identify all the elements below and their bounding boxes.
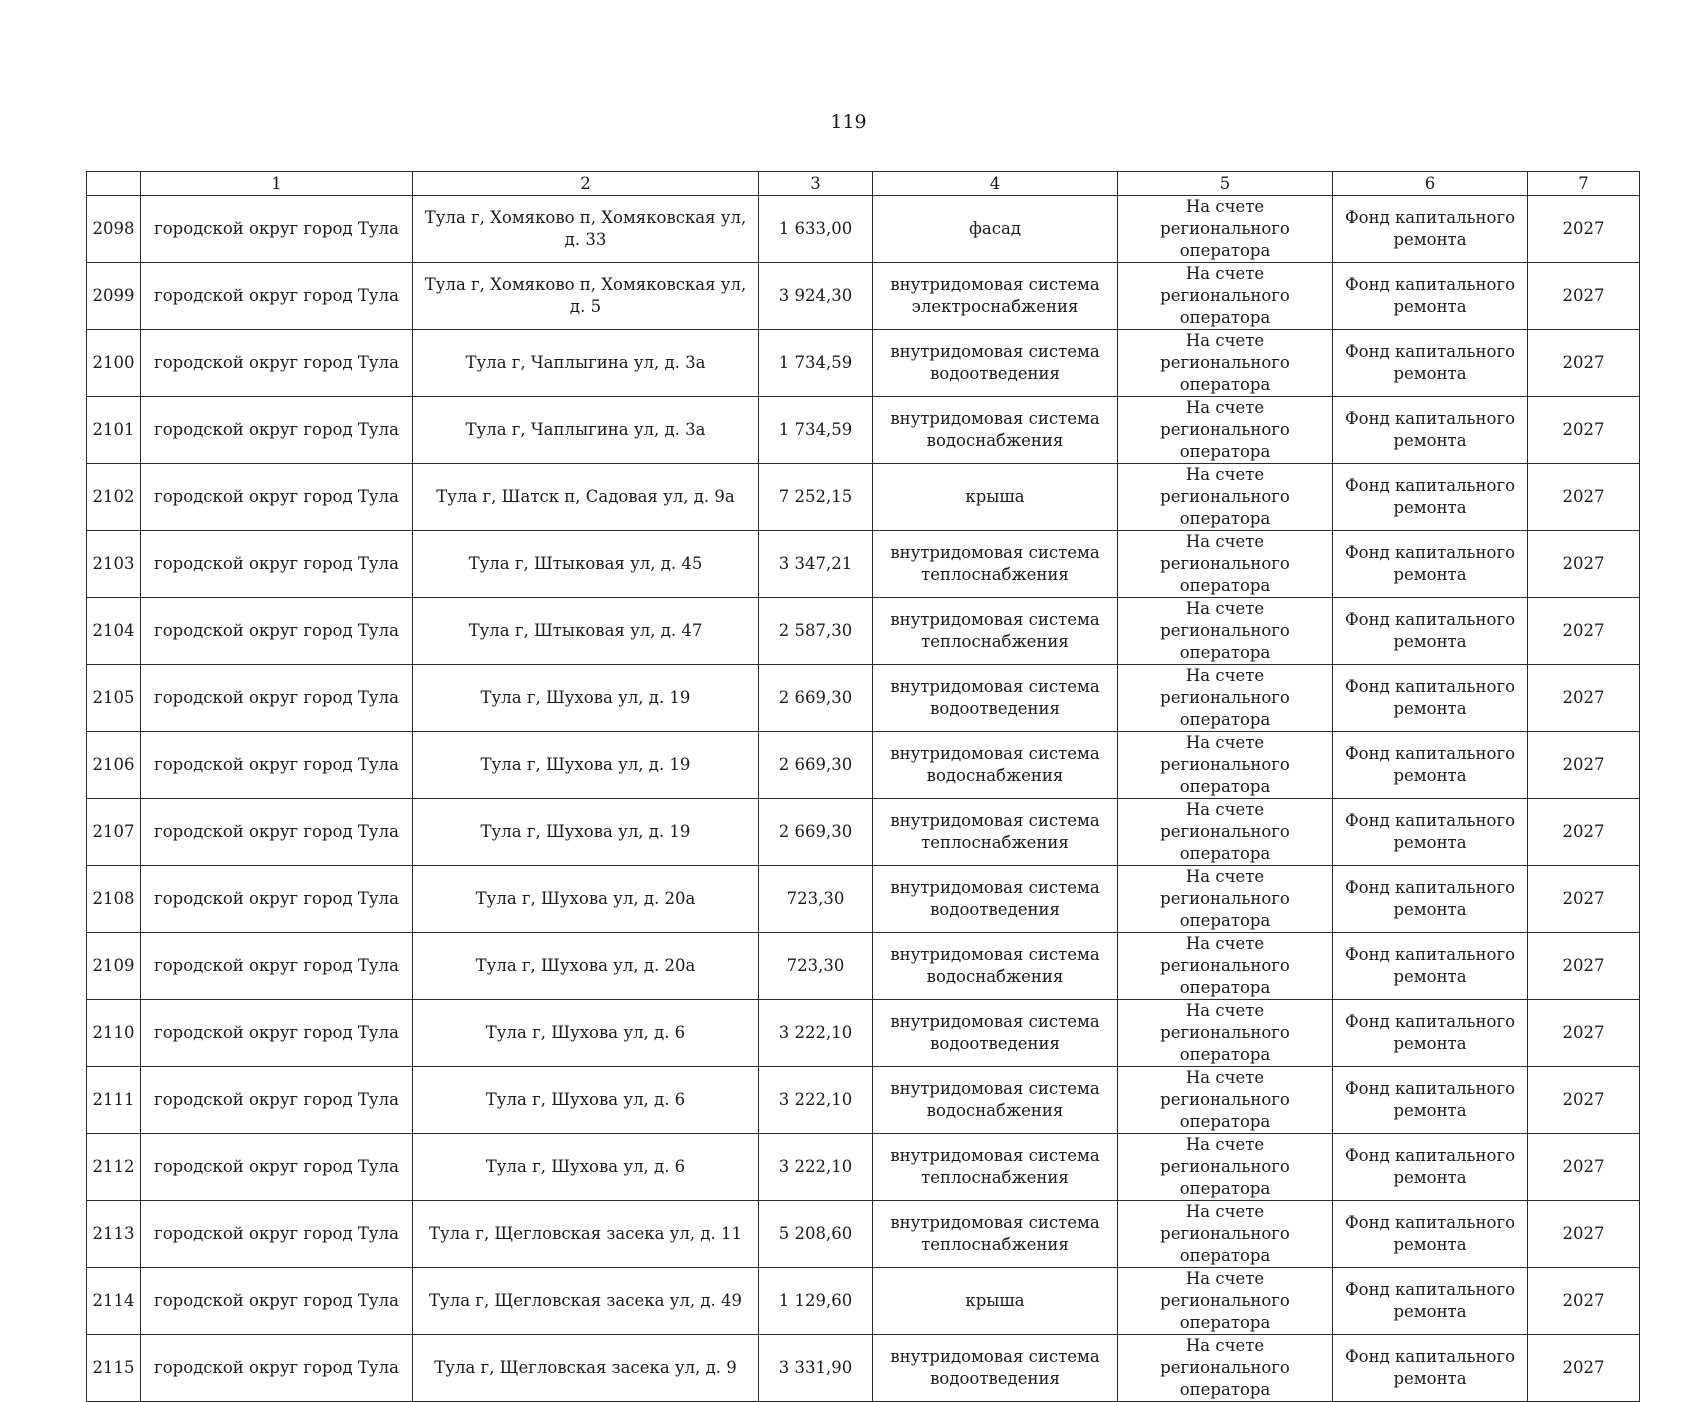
address-cell: Тула г, Шухова ул, д. 6 — [413, 1000, 759, 1067]
column-number-cell: 6 — [1333, 172, 1528, 196]
year-cell: 2027 — [1528, 665, 1640, 732]
area-cell: 5 208,60 — [759, 1201, 873, 1268]
row-number-cell: 2112 — [87, 1134, 141, 1201]
table-row — [87, 1134, 1640, 1201]
municipality-cell: городской округ город Тула — [141, 866, 413, 933]
funding-source-cell: Фонд капитального ремонта — [1333, 933, 1528, 1000]
funding-method-cell: На счете регионального оператора — [1118, 1000, 1333, 1067]
funding-method-cell: На счете регионального оператора — [1118, 1268, 1333, 1335]
row-number-cell: 2109 — [87, 933, 141, 1000]
row-number-cell: 2102 — [87, 464, 141, 531]
funding-source-cell: Фонд капитального ремонта — [1333, 1335, 1528, 1402]
year-cell: 2027 — [1528, 464, 1640, 531]
row-number-cell: 2110 — [87, 1000, 141, 1067]
work-type-cell: внутридомовая система водоотведения — [873, 1335, 1118, 1402]
table-row — [87, 1067, 1640, 1134]
municipality-cell: городской округ город Тула — [141, 1335, 413, 1402]
work-type-cell: внутридомовая система водоотведения — [873, 866, 1118, 933]
funding-method-cell: На счете регионального оператора — [1118, 464, 1333, 531]
municipality-cell: городской округ город Тула — [141, 732, 413, 799]
work-type-cell: внутридомовая система теплоснабжения — [873, 598, 1118, 665]
municipality-cell: городской округ город Тула — [141, 464, 413, 531]
funding-method-cell: На счете регионального оператора — [1118, 1067, 1333, 1134]
table-row — [87, 1000, 1640, 1067]
municipality-cell: городской округ город Тула — [141, 799, 413, 866]
address-cell: Тула г, Чаплыгина ул, д. 3а — [413, 397, 759, 464]
table-row — [87, 397, 1640, 464]
area-cell: 1 129,60 — [759, 1268, 873, 1335]
municipality-cell: городской округ город Тула — [141, 531, 413, 598]
area-cell: 2 669,30 — [759, 799, 873, 866]
work-type-cell: крыша — [873, 464, 1118, 531]
funding-method-cell: На счете регионального оператора — [1118, 397, 1333, 464]
municipality-cell: городской округ город Тула — [141, 1067, 413, 1134]
work-type-cell: внутридомовая система электроснабжения — [873, 263, 1118, 330]
work-type-cell: внутридомовая система водоснабжения — [873, 397, 1118, 464]
funding-source-cell: Фонд капитального ремонта — [1333, 799, 1528, 866]
row-number-cell: 2108 — [87, 866, 141, 933]
table-row — [87, 196, 1640, 263]
work-type-cell: внутридомовая система теплоснабжения — [873, 1201, 1118, 1268]
year-cell: 2027 — [1528, 1000, 1640, 1067]
year-cell: 2027 — [1528, 933, 1640, 1000]
work-type-cell: фасад — [873, 196, 1118, 263]
address-cell: Тула г, Щегловская засека ул, д. 49 — [413, 1268, 759, 1335]
municipality-cell: городской округ город Тула — [141, 330, 413, 397]
work-type-cell: крыша — [873, 1268, 1118, 1335]
funding-source-cell: Фонд капитального ремонта — [1333, 665, 1528, 732]
funding-method-cell: На счете регионального оператора — [1118, 665, 1333, 732]
table-row — [87, 531, 1640, 598]
table-row — [87, 1268, 1640, 1335]
funding-source-cell: Фонд капитального ремонта — [1333, 263, 1528, 330]
funding-method-cell: На счете регионального оператора — [1118, 330, 1333, 397]
funding-method-cell: На счете регионального оператора — [1118, 1201, 1333, 1268]
municipality-cell: городской округ город Тула — [141, 933, 413, 1000]
column-number-cell: 7 — [1528, 172, 1640, 196]
year-cell: 2027 — [1528, 1201, 1640, 1268]
address-cell: Тула г, Шухова ул, д. 19 — [413, 665, 759, 732]
funding-method-cell: На счете регионального оператора — [1118, 1134, 1333, 1201]
work-type-cell: внутридомовая система теплоснабжения — [873, 1134, 1118, 1201]
area-cell: 3 331,90 — [759, 1335, 873, 1402]
municipality-cell: городской округ город Тула — [141, 263, 413, 330]
row-number-cell: 2113 — [87, 1201, 141, 1268]
address-cell: Тула г, Шухова ул, д. 19 — [413, 732, 759, 799]
funding-source-cell: Фонд капитального ремонта — [1333, 1201, 1528, 1268]
funding-method-cell: На счете регионального оператора — [1118, 732, 1333, 799]
year-cell: 2027 — [1528, 397, 1640, 464]
year-cell: 2027 — [1528, 1335, 1640, 1402]
address-cell: Тула г, Шухова ул, д. 6 — [413, 1067, 759, 1134]
year-cell: 2027 — [1528, 531, 1640, 598]
area-cell: 3 924,30 — [759, 263, 873, 330]
funding-source-cell: Фонд капитального ремонта — [1333, 531, 1528, 598]
year-cell: 2027 — [1528, 866, 1640, 933]
work-type-cell: внутридомовая система водоснабжения — [873, 732, 1118, 799]
table-row — [87, 330, 1640, 397]
funding-source-cell: Фонд капитального ремонта — [1333, 1268, 1528, 1335]
address-cell: Тула г, Хомяково п, Хомяковская ул, д. 5 — [413, 263, 759, 330]
column-number-cell: 4 — [873, 172, 1118, 196]
municipality-cell: городской округ город Тула — [141, 1134, 413, 1201]
area-cell: 3 222,10 — [759, 1000, 873, 1067]
work-type-cell: внутридомовая система водоснабжения — [873, 1067, 1118, 1134]
year-cell: 2027 — [1528, 732, 1640, 799]
work-type-cell: внутридомовая система теплоснабжения — [873, 799, 1118, 866]
row-number-cell: 2114 — [87, 1268, 141, 1335]
address-cell: Тула г, Шухова ул, д. 19 — [413, 799, 759, 866]
address-cell: Тула г, Щегловская засека ул, д. 11 — [413, 1201, 759, 1268]
row-number-cell: 2103 — [87, 531, 141, 598]
funding-method-cell: На счете регионального оператора — [1118, 598, 1333, 665]
row-number-cell: 2115 — [87, 1335, 141, 1402]
municipality-cell: городской округ город Тула — [141, 1201, 413, 1268]
area-cell: 723,30 — [759, 933, 873, 1000]
area-cell: 723,30 — [759, 866, 873, 933]
repair-schedule-table — [86, 171, 1640, 1402]
area-cell: 1 633,00 — [759, 196, 873, 263]
year-cell: 2027 — [1528, 196, 1640, 263]
column-number-cell: 3 — [759, 172, 873, 196]
municipality-cell: городской округ город Тула — [141, 598, 413, 665]
address-cell: Тула г, Шухова ул, д. 6 — [413, 1134, 759, 1201]
column-number-cell: 2 — [413, 172, 759, 196]
year-cell: 2027 — [1528, 330, 1640, 397]
table-row — [87, 665, 1640, 732]
address-cell: Тула г, Хомяково п, Хомяковская ул, д. 33 — [413, 196, 759, 263]
address-cell: Тула г, Шатск п, Садовая ул, д. 9а — [413, 464, 759, 531]
row-number-cell: 2101 — [87, 397, 141, 464]
area-cell: 3 347,21 — [759, 531, 873, 598]
municipality-cell: городской округ город Тула — [141, 1268, 413, 1335]
funding-source-cell: Фонд капитального ремонта — [1333, 866, 1528, 933]
funding-source-cell: Фонд капитального ремонта — [1333, 598, 1528, 665]
area-cell: 1 734,59 — [759, 330, 873, 397]
area-cell: 7 252,15 — [759, 464, 873, 531]
year-cell: 2027 — [1528, 1067, 1640, 1134]
funding-method-cell: На счете регионального оператора — [1118, 1335, 1333, 1402]
year-cell: 2027 — [1528, 598, 1640, 665]
table-row — [87, 1335, 1640, 1402]
area-cell: 2 669,30 — [759, 665, 873, 732]
table-row — [87, 799, 1640, 866]
work-type-cell: внутридомовая система теплоснабжения — [873, 531, 1118, 598]
row-number-cell: 2098 — [87, 196, 141, 263]
table-row — [87, 464, 1640, 531]
column-number-row — [87, 172, 1640, 196]
table-row — [87, 598, 1640, 665]
municipality-cell: городской округ город Тула — [141, 397, 413, 464]
table-row — [87, 866, 1640, 933]
address-cell: Тула г, Чаплыгина ул, д. 3а — [413, 330, 759, 397]
table-row — [87, 933, 1640, 1000]
funding-method-cell: На счете регионального оператора — [1118, 196, 1333, 263]
municipality-cell: городской округ город Тула — [141, 665, 413, 732]
row-number-cell: 2111 — [87, 1067, 141, 1134]
address-cell: Тула г, Штыковая ул, д. 45 — [413, 531, 759, 598]
page-number: 119 — [830, 111, 867, 133]
row-number-cell: 2104 — [87, 598, 141, 665]
funding-source-cell: Фонд капитального ремонта — [1333, 1000, 1528, 1067]
column-number-cell: 1 — [141, 172, 413, 196]
address-cell: Тула г, Штыковая ул, д. 47 — [413, 598, 759, 665]
column-number-cell: 5 — [1118, 172, 1333, 196]
funding-method-cell: На счете регионального оператора — [1118, 531, 1333, 598]
funding-source-cell: Фонд капитального ремонта — [1333, 1134, 1528, 1201]
work-type-cell: внутридомовая система водоотведения — [873, 665, 1118, 732]
row-number-cell: 2105 — [87, 665, 141, 732]
row-number-cell: 2107 — [87, 799, 141, 866]
work-type-cell: внутридомовая система водоотведения — [873, 330, 1118, 397]
funding-source-cell: Фонд капитального ремонта — [1333, 330, 1528, 397]
funding-method-cell: На счете регионального оператора — [1118, 799, 1333, 866]
year-cell: 2027 — [1528, 263, 1640, 330]
row-number-cell: 2100 — [87, 330, 141, 397]
funding-method-cell: На счете регионального оператора — [1118, 933, 1333, 1000]
work-type-cell: внутридомовая система водоотведения — [873, 1000, 1118, 1067]
table-row — [87, 1201, 1640, 1268]
year-cell: 2027 — [1528, 1134, 1640, 1201]
row-number-cell: 2106 — [87, 732, 141, 799]
area-cell: 2 587,30 — [759, 598, 873, 665]
municipality-cell: городской округ город Тула — [141, 1000, 413, 1067]
year-cell: 2027 — [1528, 799, 1640, 866]
column-number-cell — [87, 172, 141, 196]
funding-method-cell: На счете регионального оператора — [1118, 866, 1333, 933]
funding-source-cell: Фонд капитального ремонта — [1333, 1067, 1528, 1134]
address-cell: Тула г, Щегловская засека ул, д. 9 — [413, 1335, 759, 1402]
area-cell: 2 669,30 — [759, 732, 873, 799]
funding-source-cell: Фонд капитального ремонта — [1333, 464, 1528, 531]
area-cell: 1 734,59 — [759, 397, 873, 464]
work-type-cell: внутридомовая система водоснабжения — [873, 933, 1118, 1000]
table-body — [87, 196, 1640, 1402]
area-cell: 3 222,10 — [759, 1067, 873, 1134]
municipality-cell: городской округ город Тула — [141, 196, 413, 263]
table-row — [87, 263, 1640, 330]
table-row — [87, 732, 1640, 799]
funding-method-cell: На счете регионального оператора — [1118, 263, 1333, 330]
year-cell: 2027 — [1528, 1268, 1640, 1335]
address-cell: Тула г, Шухова ул, д. 20а — [413, 933, 759, 1000]
funding-source-cell: Фонд капитального ремонта — [1333, 732, 1528, 799]
row-number-cell: 2099 — [87, 263, 141, 330]
funding-source-cell: Фонд капитального ремонта — [1333, 196, 1528, 263]
address-cell: Тула г, Шухова ул, д. 20а — [413, 866, 759, 933]
funding-source-cell: Фонд капитального ремонта — [1333, 397, 1528, 464]
area-cell: 3 222,10 — [759, 1134, 873, 1201]
